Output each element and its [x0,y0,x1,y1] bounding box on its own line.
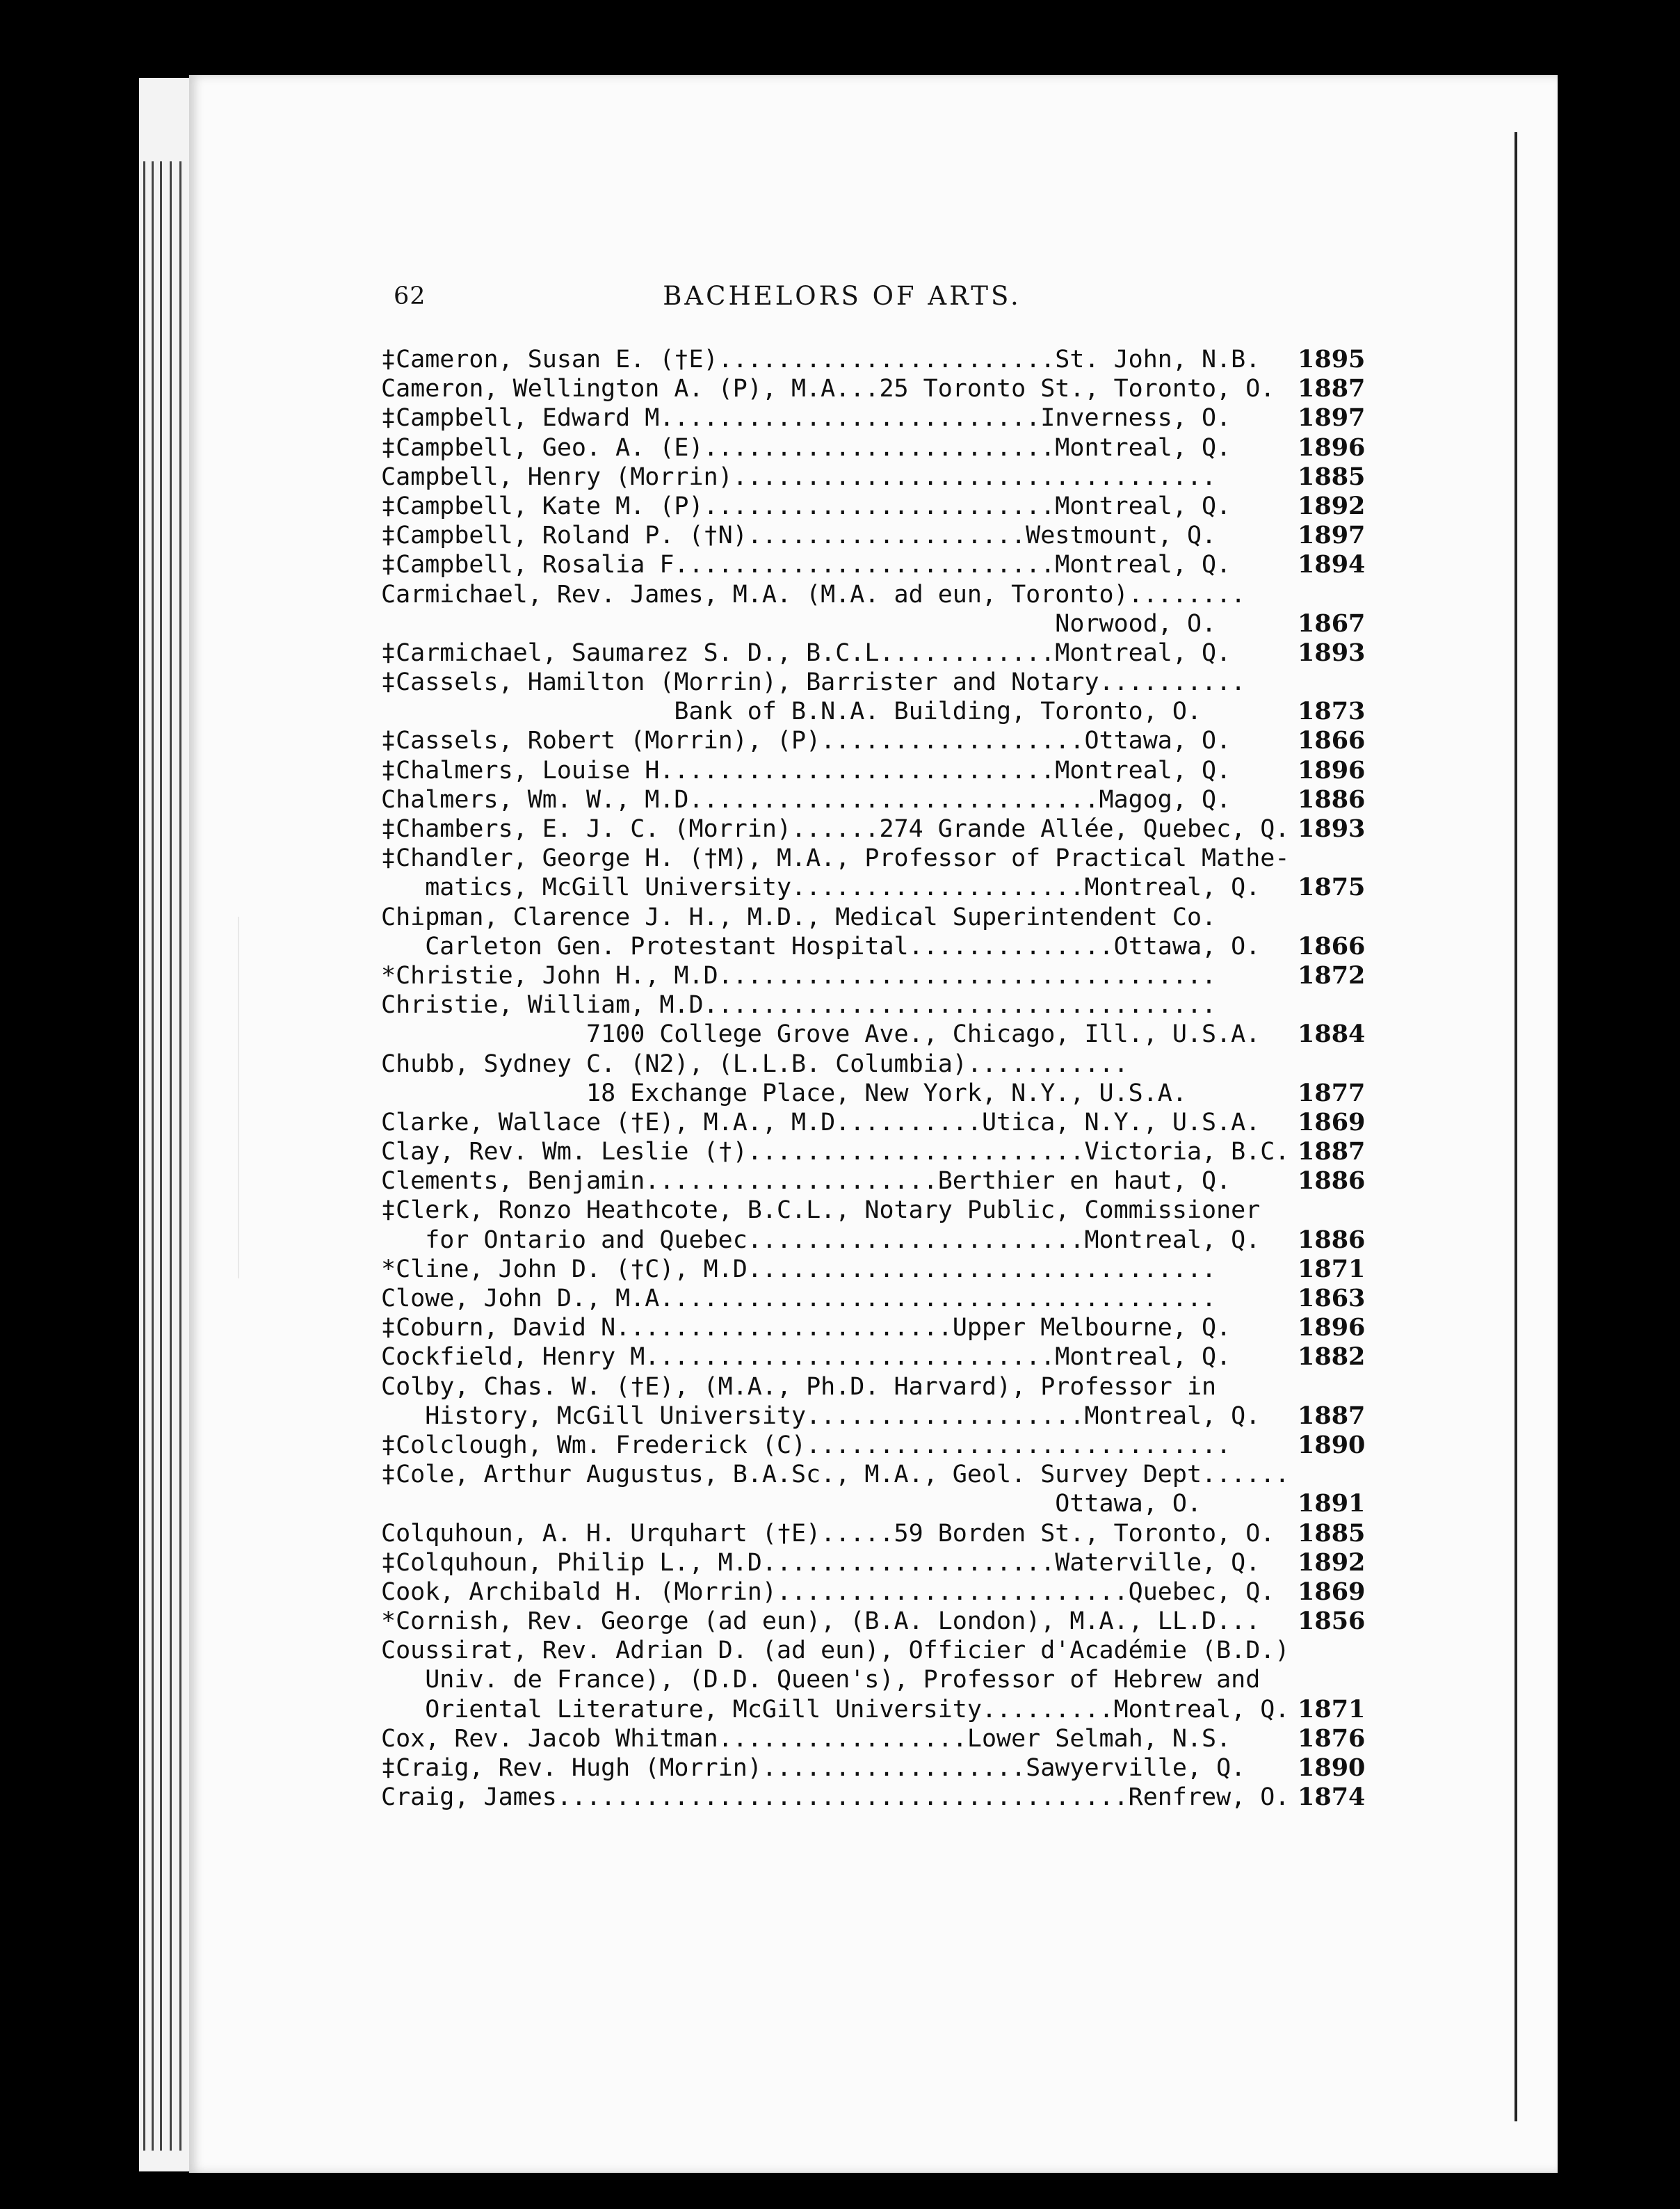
entry-year: 1882 [1298,1342,1366,1372]
directory-entry [381,961,1366,990]
entry-year: 1887 [1298,374,1366,403]
entry-text: Christie, William, M.D................................... [381,991,1217,1020]
page-header [394,277,1291,316]
directory-entries [381,345,1366,1812]
directory-entry [381,1430,1366,1460]
entry-year: 1874 [1298,1783,1366,1812]
entry-year: 1869 [1298,1577,1366,1606]
entry-text: for Ontario and Quebec.......................Montreal, Q. [381,1226,1261,1254]
entry-year: 1872 [1298,961,1366,990]
page-number: 62 [394,282,426,310]
directory-entry [381,1460,1356,1489]
entry-year: 1886 [1298,1166,1366,1196]
entry-text: ‡Cassels, Robert (Morrin), (P)..................Ottawa, O. [381,727,1231,755]
page-edge-line [143,161,145,2151]
right-page-edge [1515,132,1517,2121]
entry-year: 1897 [1298,403,1366,433]
directory-entry [381,550,1366,579]
directory-entry [381,1166,1366,1196]
entry-text: Univ. de France), (D.D. Queen's), Professor of Hebrew and [381,1666,1261,1694]
entry-text: ‡Cameron, Susan E. (†E).......................St. John, N.B. [381,346,1261,373]
entry-text: Norwood, O. [381,609,1217,638]
directory-entry [381,580,1356,609]
entry-year: 1897 [1298,521,1366,550]
entry-text: Clay, Rev. Wm. Leslie (†).......................Victoria, B.C. [381,1138,1290,1166]
directory-entry [381,1107,1366,1137]
entry-text: Chipman, Clarence J. H., M.D., Medical Superintendent Co. [381,903,1217,931]
entry-text: Colquhoun, A. H. Urquhart (†E).....59 Borden St., Toronto, O. [381,1519,1275,1548]
directory-entry [381,462,1366,492]
entry-text: Coussirat, Rev. Adrian D. (ad eun), Officier d'Académie (B.D.) [381,1637,1290,1665]
entry-text: Ottawa, O. [381,1490,1202,1518]
paper-fleck [238,917,239,1278]
directory-entry [381,1196,1356,1225]
entry-year: 1866 [1298,726,1366,755]
entry-year: 1869 [1298,1107,1366,1136]
entry-year: 1886 [1298,785,1366,814]
entry-year: 1873 [1298,697,1366,726]
directory-entry [381,814,1366,844]
entry-text: ‡Colquhoun, Philip L., M.D....................Waterville, Q. [381,1548,1261,1577]
directory-entry [381,990,1356,1020]
entry-text: 18 Exchange Place, New York, N.Y., U.S.A. [381,1079,1187,1107]
directory-entry [381,1050,1356,1079]
directory-entry [381,1284,1366,1313]
entry-year: 1885 [1298,462,1366,491]
entry-year: 1896 [1298,755,1366,785]
entry-text: *Christie, John H., M.D.................................. [381,961,1217,990]
entry-text: ‡Campbell, Roland P. (†N)...................Westmount, Q. [381,522,1217,550]
entry-text: ‡Cassels, Hamilton (Morrin), Barrister and Notary.......... [381,668,1246,697]
directory-entry [381,1489,1366,1518]
entry-year: 1896 [1298,433,1366,462]
entry-text: ‡Campbell, Rosalia F..........................Montreal, Q. [381,551,1231,579]
directory-entry [381,726,1366,755]
directory-entry [381,1607,1366,1636]
entry-text: Chalmers, Wm. W., M.D............................Magog, Q. [381,785,1231,814]
entry-year: 1891 [1298,1489,1366,1518]
entry-year: 1856 [1298,1607,1366,1636]
entry-text: ‡Chalmers, Louise H...........................Montreal, Q. [381,756,1231,785]
entry-year: 1894 [1298,550,1366,579]
directory-entry [381,1724,1366,1753]
entry-year: 1885 [1298,1518,1366,1548]
entry-year: 1871 [1298,1254,1366,1283]
running-title: BACHELORS OF ARTS. [663,281,1021,311]
entry-year: 1863 [1298,1284,1366,1312]
directory-entry [381,374,1366,403]
entry-text: Carmichael, Rev. James, M.A. (M.A. ad eun, Toronto)........ [381,580,1246,609]
entry-text: History, McGill University...................Montreal, Q. [381,1401,1261,1430]
directory-entry [381,638,1366,668]
entry-year: 1892 [1298,1548,1366,1577]
entry-text: ‡Colclough, Wm. Frederick (C)............................. [381,1431,1231,1459]
entry-text: Colby, Chas. W. (†E), (M.A., Ph.D. Harvard), Professor in [381,1372,1217,1401]
entry-year: 1893 [1298,814,1366,843]
directory-entry [381,1401,1366,1431]
entry-text: ‡Campbell, Edward M..........................Inverness, O. [381,404,1231,433]
entry-text: matics, McGill University....................Montreal, Q. [381,874,1261,902]
entry-year: 1893 [1298,638,1366,667]
entry-year: 1887 [1298,1137,1366,1166]
entry-year: 1892 [1298,491,1366,520]
entry-year: 1886 [1298,1225,1366,1254]
directory-entry [381,1078,1366,1108]
entry-year: 1895 [1298,345,1366,373]
directory-entry [381,1636,1356,1665]
directory-entry [381,345,1366,374]
entry-text: Clowe, John D., M.A...................................... [381,1285,1217,1312]
directory-entry [381,873,1366,902]
directory-entry [381,609,1366,638]
directory-entry [381,1313,1366,1342]
entry-year: 1884 [1298,1020,1366,1049]
page-edge-line [170,161,172,2151]
directory-entry [381,1577,1366,1607]
directory-entry [381,931,1366,961]
directory-entry [381,1137,1366,1166]
directory-entry [381,668,1356,697]
entry-text: Cameron, Wellington A. (P), M.A...25 Toronto St., Toronto, O. [381,375,1275,403]
entry-text: Bank of B.N.A. Building, Toronto, O. [381,698,1202,726]
entry-text: ‡Clerk, Ronzo Heathcote, B.C.L., Notary Public, Commissioner [381,1196,1261,1225]
directory-entry [381,1225,1366,1255]
page-edge-line [160,161,162,2151]
directory-entry [381,433,1366,463]
entry-text: Cook, Archibald H. (Morrin)........................Quebec, Q. [381,1577,1275,1606]
entry-year: 1890 [1298,1430,1366,1459]
entry-year: 1866 [1298,931,1366,961]
entry-text: 7100 College Grove Ave., Chicago, Ill., U.S.A. [381,1020,1261,1049]
directory-entry [381,844,1356,873]
entry-text: Clements, Benjamin....................Berthier en haut, Q. [381,1167,1231,1196]
entry-text: Craig, James.......................................Renfrew, O. [381,1783,1290,1812]
entry-year: 1887 [1298,1401,1366,1430]
entry-text: ‡Carmichael, Saumarez S. D., B.C.L............Montreal, Q. [381,638,1231,667]
entry-text: ‡Campbell, Kate M. (P)........................Montreal, Q. [381,492,1231,520]
page-edge-line [179,161,181,2151]
entry-year: 1896 [1298,1313,1366,1342]
entry-text: ‡Chandler, George H. (†M), M.A., Professor of Practical Mathe- [381,844,1290,873]
entry-text: Oriental Literature, McGill University.........Montreal, Q. [381,1695,1290,1724]
entry-text: ‡Chambers, E. J. C. (Morrin)......274 Grande Allée, Quebec, Q. [381,815,1290,843]
entry-text: ‡Coburn, David N.......................Upper Melbourne, Q. [381,1314,1231,1342]
entry-year: 1871 [1298,1694,1366,1724]
directory-entry [381,697,1366,726]
entry-text: Campbell, Henry (Morrin)................................. [381,463,1217,491]
directory-entry [381,403,1366,433]
directory-entry [381,1665,1356,1694]
directory-entry [381,1548,1366,1577]
directory-entry [381,755,1366,785]
directory-entry [381,1783,1366,1812]
directory-entry [381,521,1366,550]
directory-entry [381,1753,1366,1783]
entry-year: 1876 [1298,1724,1366,1753]
directory-entry [381,1694,1366,1724]
entry-text: Clarke, Wallace (†E), M.A., M.D..........Utica, N.Y., U.S.A. [381,1108,1261,1136]
entry-text: Carleton Gen. Protestant Hospital..............Ottawa, O. [381,932,1261,961]
entry-text: *Cornish, Rev. George (ad eun), (B.A. London), M.A., LL.D... [381,1607,1261,1636]
entry-text: Cox, Rev. Jacob Whitman.................Lower Selmah, N.S. [381,1724,1231,1753]
entry-text: Chubb, Sydney C. (N2), (L.L.B. Columbia)........... [381,1050,1129,1078]
page-edge-line [152,161,154,2151]
entry-text: *Cline, John D. (†C), M.D................................ [381,1255,1217,1283]
directory-entry [381,1254,1366,1284]
entry-text: ‡Craig, Rev. Hugh (Morrin)..................Sawyerville, Q. [381,1754,1246,1782]
directory-entry [381,1518,1366,1548]
entry-text: ‡Cole, Arthur Augustus, B.A.Sc., M.A., Geol. Survey Dept...... [381,1461,1290,1489]
entry-year: 1875 [1298,873,1366,902]
entry-text: ‡Campbell, Geo. A. (E)........................Montreal, Q. [381,433,1231,462]
directory-entry [381,1372,1356,1401]
entry-text: Cockfield, Henry M............................Montreal, Q. [381,1343,1231,1372]
directory-entry [381,903,1356,932]
entry-year: 1877 [1298,1078,1366,1107]
directory-entry [381,1342,1366,1372]
entry-year: 1890 [1298,1753,1366,1782]
directory-entry [381,491,1366,521]
directory-entry [381,1020,1366,1049]
directory-entry [381,785,1366,814]
entry-year: 1867 [1298,609,1366,638]
